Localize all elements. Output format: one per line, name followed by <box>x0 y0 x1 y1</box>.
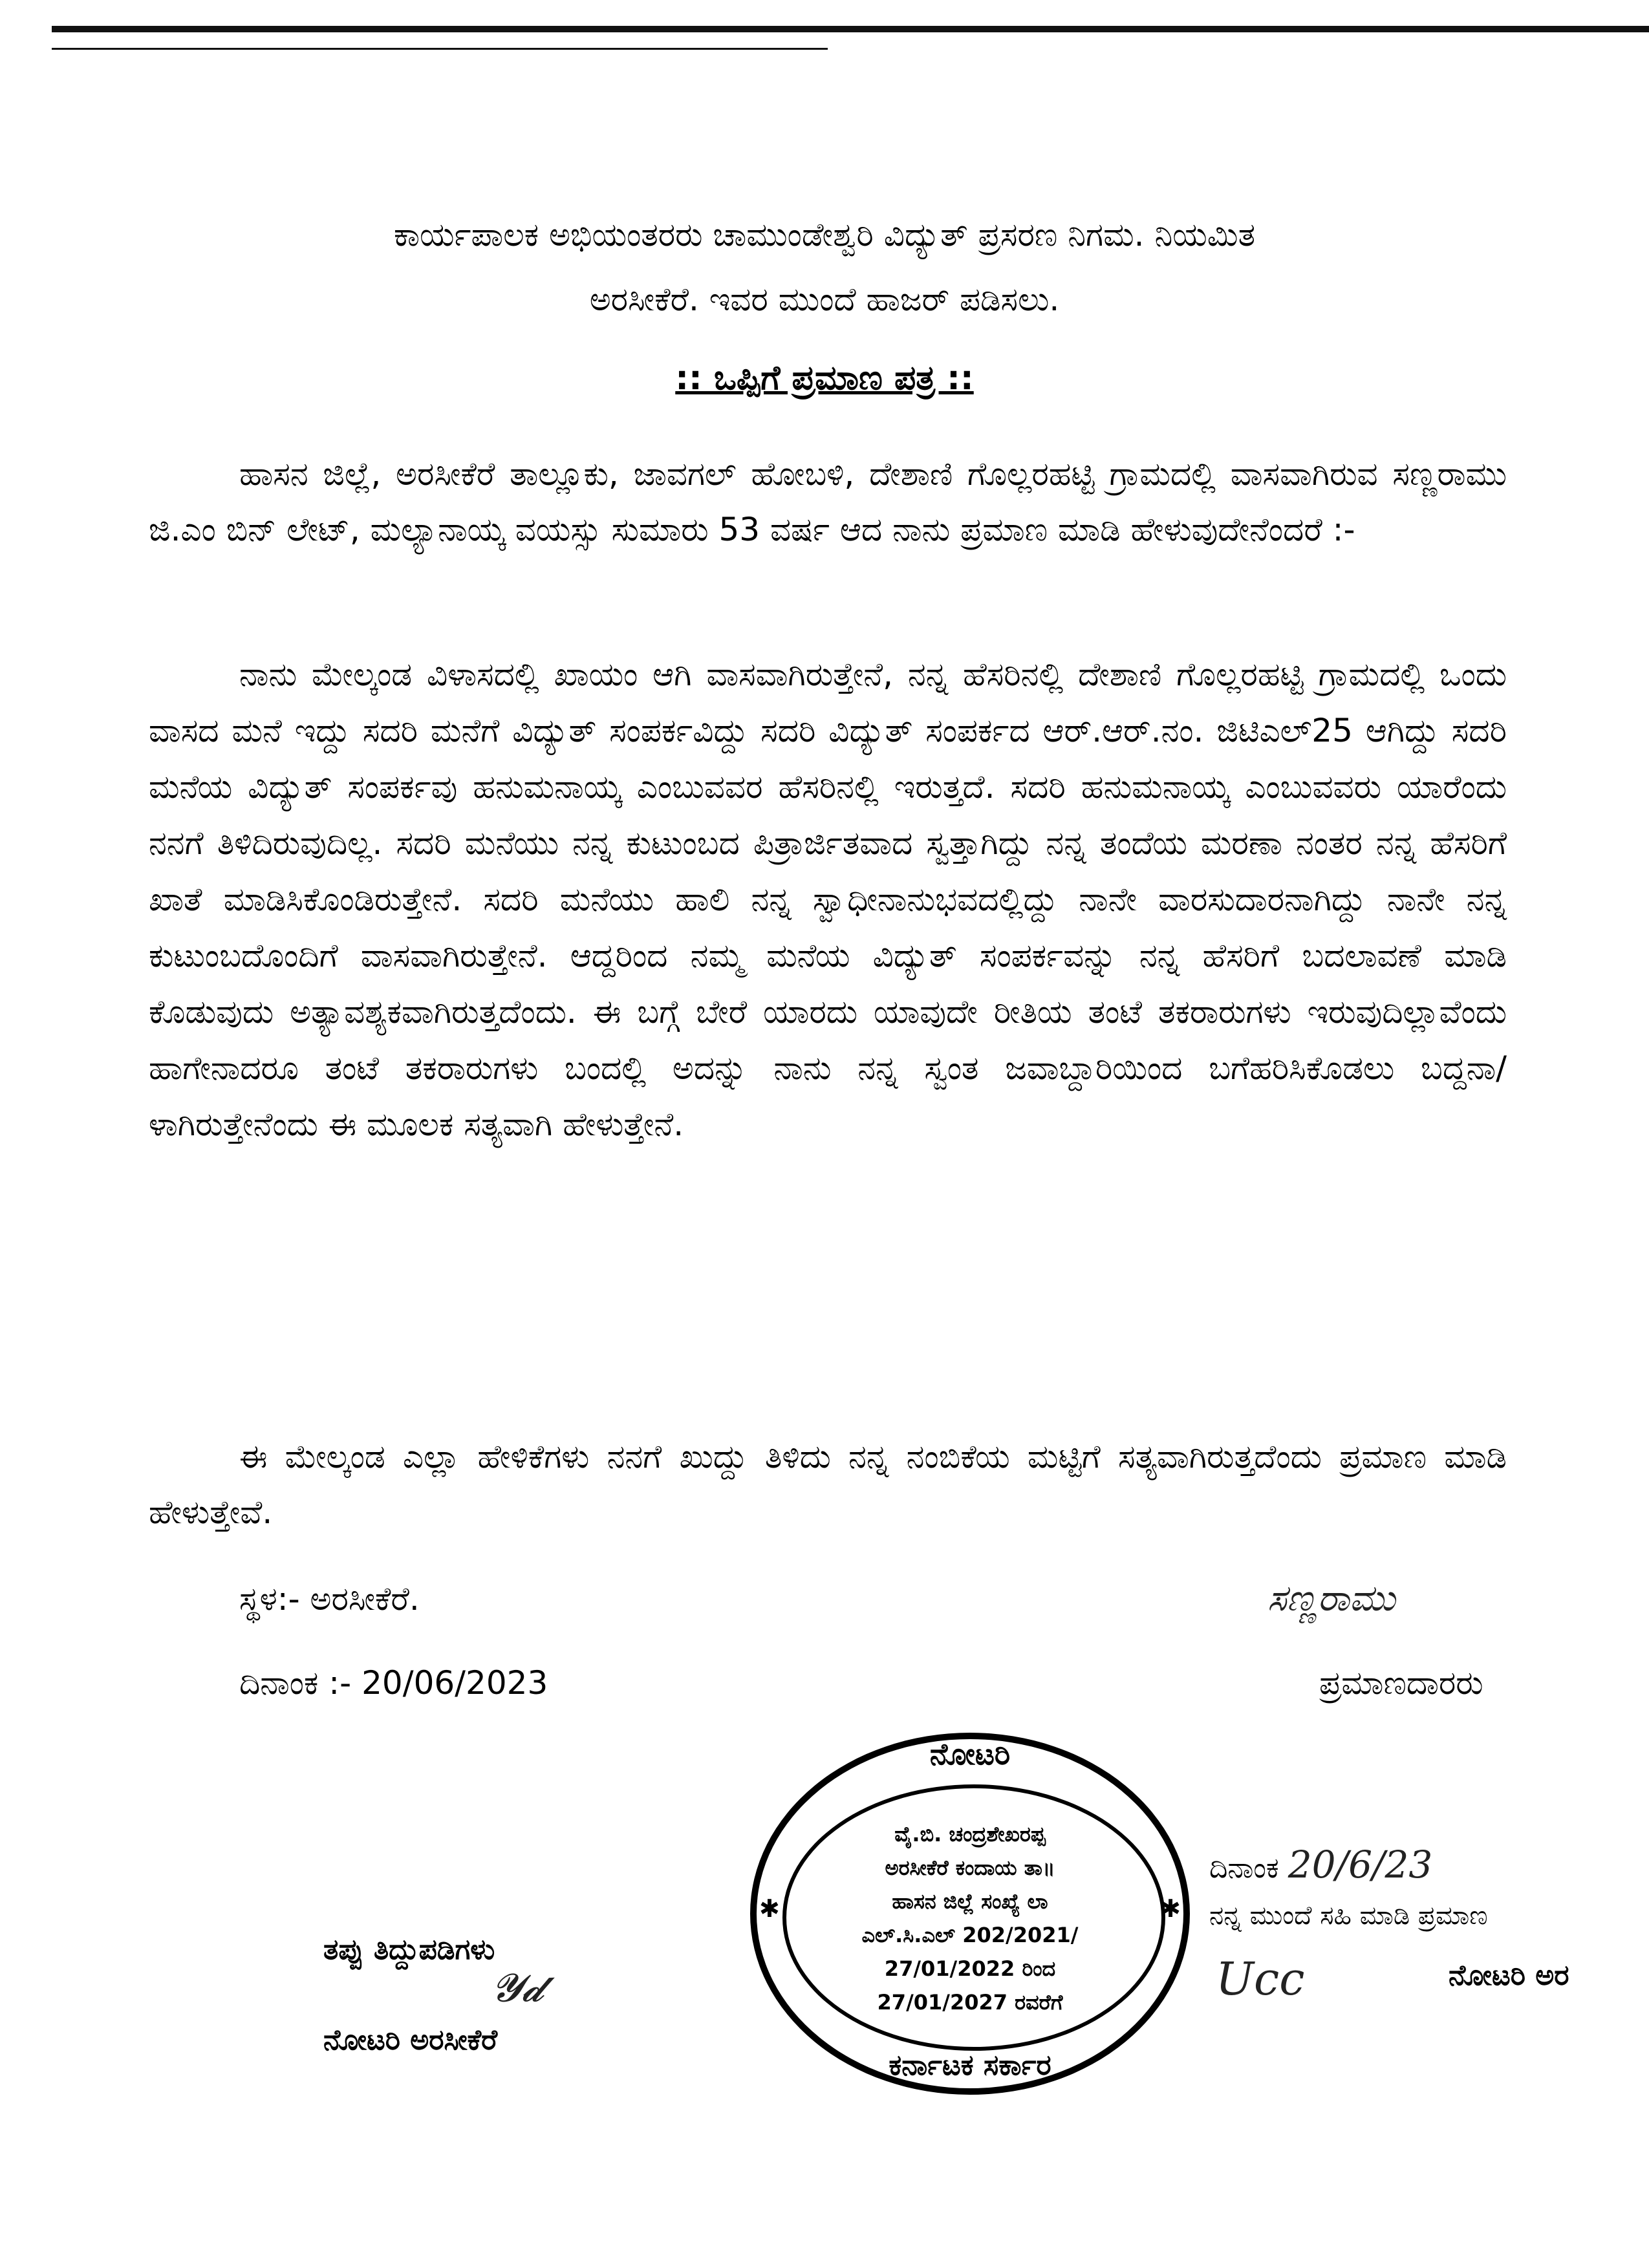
stamp-star-right: ✱ <box>1160 1894 1181 1923</box>
corrections-initials: 𝓨𝓭 <box>491 1965 544 2011</box>
document-title: :: ಒಪ್ಪಿಗೆ ಪ್ರಮಾಣ ಪತ್ರ :: <box>675 359 974 398</box>
paragraph-3: ಈ ಮೇಲ್ಕಂಡ ಎಲ್ಲಾ ಹೇಳಿಕೆಗಳು ನನಗೆ ಖುದ್ದು ತಿಳಿದು ನನ್ನ ನಂಬಿಕೆಯ ಮಟ್ಟಿಗೆ ಸತ್ಯವಾಗಿರುತ್ತದೆಂದು ಪ್ರಮಾಣ ಮಾಡಿ ಹೇಳುತ್ತೇವೆ. <box>149 1438 1507 1531</box>
paragraph-1: ಹಾಸನ ಜಿಲ್ಲೆ, ಅರಸೀಕೆರೆ ತಾಲ್ಲೂಕು, ಜಾವಗಲ್ ಹೋಬಳಿ, ದೇಶಾಣಿ ಗೊಲ್ಲರಹಟ್ಟಿ ಗ್ರಾಮದಲ್ಲಿ ವಾಸವಾಗಿರುವ ಸಣ್ಣರಾಮು ಜಿ.ಎಂ ಬಿನ್ ಲೇಟ್, ಮಲ್ಯಾನಾಯ್ಕ ವಯಸ್ಸು ಸುಮಾರು 53 ವರ್ಷ ಆದ ನಾನು ಪ್ರಮಾಣ ಮಾಡಿ ಹೇಳುವುದೇನೆಂದರೆ :- <box>149 455 1507 548</box>
paragraph-2: ನಾನು ಮೇಲ್ಕಂಡ ವಿಳಾಸದಲ್ಲಿ ಖಾಯಂ ಆಗಿ ವಾಸವಾಗಿರುತ್ತೇನೆ, ನನ್ನ ಹೆಸರಿನಲ್ಲಿ ದೇಶಾಣಿ ಗೊಲ್ಲರಹಟ್ಟಿ ಗ್ರಾಮದಲ್ಲಿ ಒಂದು ವಾಸದ ಮನೆ ಇದ್ದು ಸದರಿ ಮನೆಗೆ ವಿದ್ಯುತ್ ಸಂಪರ್ಕವಿದ್ದು ಸದರಿ ವಿದ್ಯುತ್ ಸಂಪರ್ಕದ ಆರ್.ಆರ್.ನಂ. ಜಿಟಿಎಲ್25 ಆಗಿದ್ದು ಸದರಿ ಮನೆಯ ವಿದ್ಯುತ್ ಸಂಪರ್ಕವು ಹನುಮನಾಯ್ಕ ಎಂಬುವವರ ಹೆಸರಿನಲ್ಲಿ ಇರುತ್ತದೆ. ಸದರಿ ಹನುಮನಾಯ್ಕ ಎಂಬುವವರು ಯಾರೆಂದು ನನಗೆ ತಿಳಿದಿರುವುದಿಲ್ಲ. ಸದರಿ ಮನೆಯು ನನ್ನ ಕುಟುಂಬದ ಪಿತ್ರಾರ್ಜಿತವಾದ ಸ್ವತ್ತಾಗಿದ್ದು ನನ್ನ ತಂದೆಯ ಮರಣಾ ನಂತರ ನನ್ನ ಹೆಸರಿಗೆ ಖಾತೆ ಮಾಡಿಸಿಕೊಂಡಿರುತ್ತೇನೆ. ಸದರಿ ಮನೆಯು ಹಾಲಿ ನನ್ನ ಸ್ವಾಧೀನಾನುಭವದಲ್ಲಿದ್ದು ನಾನೇ ವಾರಸುದಾರನಾಗಿದ್ದು ನಾನೇ ನನ್ನ ಕುಟುಂಬದೊಂದಿಗೆ ವಾಸವಾಗಿರುತ್ತೇನೆ. ಆದ್ದರಿಂದ ನಮ್ಮ ಮನೆಯ ವಿದ್ಯುತ್ ಸಂಪರ್ಕವನ್ನು ನನ್ನ ಹೆಸರಿಗೆ ಬದಲಾವಣೆ ಮಾಡಿ ಕೊಡುವುದು ಅತ್ಯಾವಶ್ಯಕವಾಗಿರುತ್ತದೆಂದು. ಈ ಬಗ್ಗೆ ಬೇರೆ ಯಾರದು ಯಾವುದೇ ರೀತಿಯ ತಂಟೆ ತಕರಾರುಗಳು ಇರುವುದಿಲ್ಲಾವೆಂದು ಹಾಗೇನಾದರೂ ತಂಟೆ ತಕರಾರುಗಳು ಬಂದಲ್ಲಿ ಅದನ್ನು ನಾನು ನನ್ನ ಸ್ವಂತ ಜವಾಬ್ದಾರಿಯಿಂದ ಬಗೆಹರಿಸಿಕೊಡಲು ಬದ್ದನಾ/ಳಾಗಿರುತ್ತೇನೆಂದು ಈ ಮೂಲಕ ಸತ್ಯವಾಗಿ ಹೇಳುತ್ತೇನೆ. <box>149 656 1507 1143</box>
stamp-line-3: ಹಾಸನ ಜಿಲ್ಲೆ ಸಂಖ್ಯೆ ಲಾ <box>892 1889 1048 1914</box>
stamp-footer: ಕರ್ನಾಟಕ ಸರ್ಕಾರ <box>889 2049 1051 2082</box>
notary-signature: Ucc <box>1216 1952 1305 2006</box>
stamp-line-2: ಅರಸೀಕೆರೆ ಕಂದಾಯ ತಾ॥ <box>885 1856 1055 1880</box>
place-line <box>239 1571 420 1627</box>
deponent-label: ಪ್ರಮಾಣದಾರರು <box>1319 1664 1483 1702</box>
header-line-2: ಅರಸೀಕೆರೆ. ಇವರ ಮುಂದೆ ಹಾಜರ್ ಪಡಿಸಲು. <box>589 281 1060 318</box>
date-label: ದಿನಾಂಕ :- <box>239 1664 352 1702</box>
stamp-star-left: ✱ <box>759 1894 780 1923</box>
notary-arsikere-right: ನೋಟರಿ ಅರ <box>1449 1959 1569 1992</box>
date-value: 20/06/2023 <box>361 1664 548 1702</box>
stamp-line-4: ಎಲ್.ಸಿ.ಎಲ್ 202/2021/ <box>861 1923 1079 1947</box>
stamp-line-1: ವೈ.ಬಿ. ಚಂದ್ರಶೇಖರಪ್ಪ <box>894 1822 1046 1846</box>
notary-stamp <box>750 1733 1190 2095</box>
notary-before-me: ನನ್ನ ಮುಂದೆ ಸಹಿ ಮಾಡಿ ಪ್ರಮಾಣ <box>1209 1901 1488 1931</box>
stamp-heading: ನೋಟರಿ <box>929 1737 1011 1771</box>
scan-edge-line <box>52 26 1649 32</box>
header-line-1: ಕಾರ್ಯಪಾಲಕ ಅಭಿಯಂತರರು ಚಾಮುಂಡೇಶ್ವರಿ ವಿದ್ಯುತ್ ಪ್ರಸರಣ ನಿಗಮ. ನಿಯಮಿತ <box>393 216 1256 253</box>
stamp-line-5: 27/01/2022 ರಿಂದ <box>884 1956 1056 1981</box>
notary-date-label: ದಿನಾಂಕ <box>1209 1852 1279 1885</box>
scan-edge-line-thin <box>52 48 828 50</box>
corrections-label: ತಪ್ಪು ತಿದ್ದುಪಡಿಗಳು <box>323 1933 495 1966</box>
date-line <box>239 1655 548 1711</box>
notary-arsikere-label: ನೋಟರಿ ಅರಸೀಕೆರೆ <box>323 2024 498 2057</box>
deponent-signature: ಸಣ್ಣರಾಮು <box>1267 1578 1396 1620</box>
notary-date-handwritten: 20/6/23 <box>1288 1843 1433 1887</box>
place-label: ಸ್ಥಳ:- <box>239 1580 300 1618</box>
notary-date-line <box>1209 1843 1432 1887</box>
place-value: ಅರಸೀಕೆರೆ. <box>310 1580 420 1618</box>
stamp-line-6: 27/01/2027 ರವರೆಗೆ <box>877 1990 1063 2015</box>
